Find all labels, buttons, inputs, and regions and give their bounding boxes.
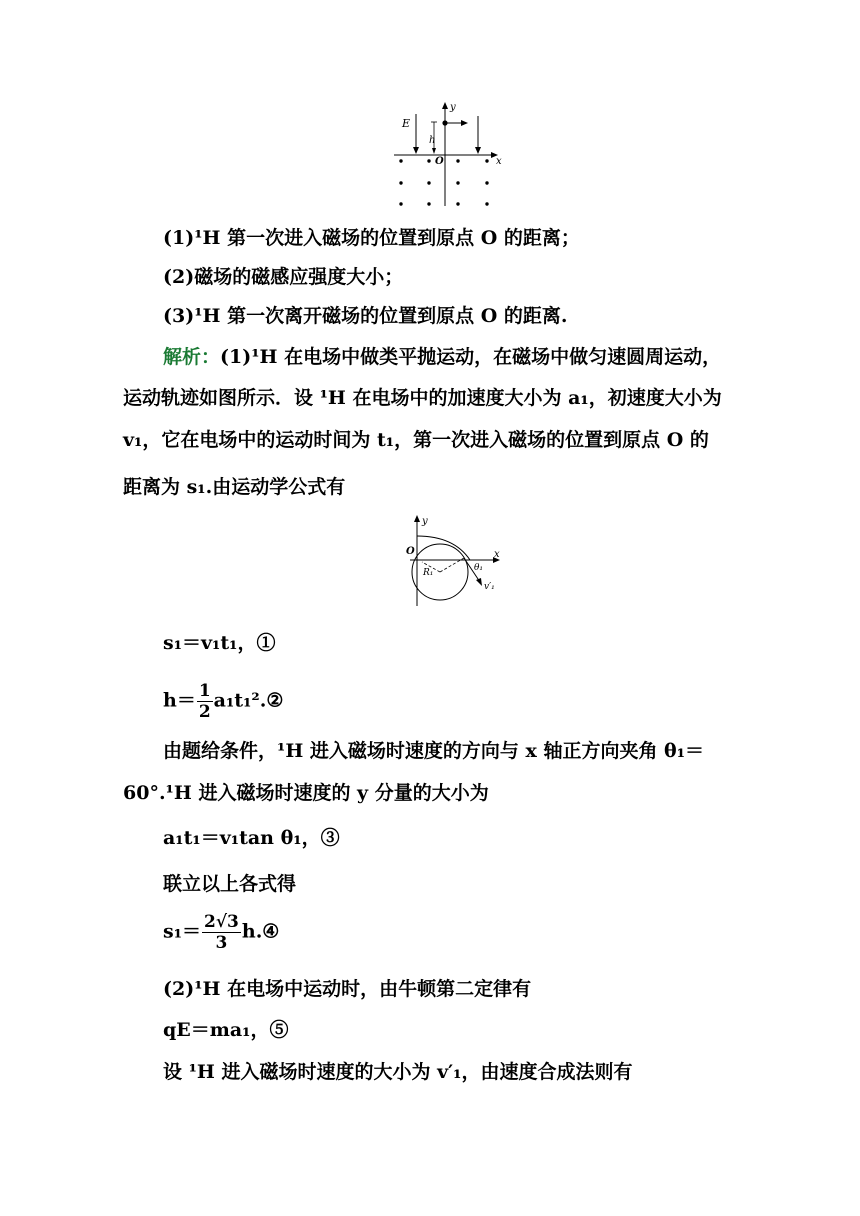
solution-line-4: 距离为 s₁.由运动学公式有 <box>123 476 346 498</box>
solution-line-5: 由题给条件，¹H 进入磁场时速度的方向与 x 轴正方向夹角 θ₁＝ <box>163 740 705 762</box>
label-x2: x <box>494 549 500 560</box>
question-1: (1)¹H 第一次进入磁场的位置到原点 O 的距离； <box>163 227 580 249</box>
label-x: x <box>496 156 502 167</box>
solution-line-2: 运动轨迹如图所示．设 ¹H 在电场中的加速度大小为 a₁，初速度大小为 <box>123 387 722 409</box>
question-2: (2)磁场的磁感应强度大小； <box>163 266 404 288</box>
solution-label: 解析： <box>163 346 221 368</box>
label-E: E <box>402 117 411 130</box>
label-theta: θ₁ <box>474 563 484 573</box>
equation-5: qE＝ma₁，⑤ <box>163 1019 289 1041</box>
solution-line-7: 联立以上各式得 <box>163 873 297 895</box>
fraction-two-root-three: $\frac{2√3}{3}$ <box>204 912 239 953</box>
solution-line-3: v₁，它在电场中的运动时间为 t₁，第一次进入磁场的位置到原点 O 的 <box>123 429 709 451</box>
equation-2: h＝ $\frac{1}{2}$ a₁t₁².② <box>163 681 284 722</box>
solution-line-1: 解析：(1)¹H 在电场中做类平抛运动，在磁场中做匀速圆周运动， <box>163 346 722 368</box>
label-y2: y <box>422 516 428 527</box>
figure-trajectory-diagram <box>402 512 506 608</box>
magnetic-field-dots <box>399 159 488 205</box>
label-v: v′₁ <box>484 582 495 592</box>
label-O: O <box>435 156 444 167</box>
solution-line-9: 设 ¹H 进入磁场时速度的大小为 v′₁，由速度合成法则有 <box>163 1061 633 1083</box>
label-y: y <box>450 102 456 113</box>
equation-1: s₁＝v₁t₁，① <box>163 632 276 654</box>
solution-line-6: 60°.¹H 进入磁场时速度的 y 分量的大小为 <box>123 782 489 804</box>
fraction-half: $\frac{1}{2}$ <box>198 681 211 722</box>
label-R: R₁ <box>423 568 434 578</box>
label-O2: O <box>406 546 415 557</box>
equation-4: s₁＝ $\frac{2√3}{3}$ h.④ <box>163 912 280 953</box>
label-h: h <box>429 135 436 146</box>
question-3: (3)¹H 第一次离开磁场的位置到原点 O 的距离. <box>163 305 568 327</box>
equation-3: a₁t₁＝v₁tan θ₁，③ <box>163 827 340 849</box>
solution-line-8: (2)¹H 在电场中运动时，由牛顿第二定律有 <box>163 978 532 1000</box>
figure-field-diagram <box>392 100 510 212</box>
